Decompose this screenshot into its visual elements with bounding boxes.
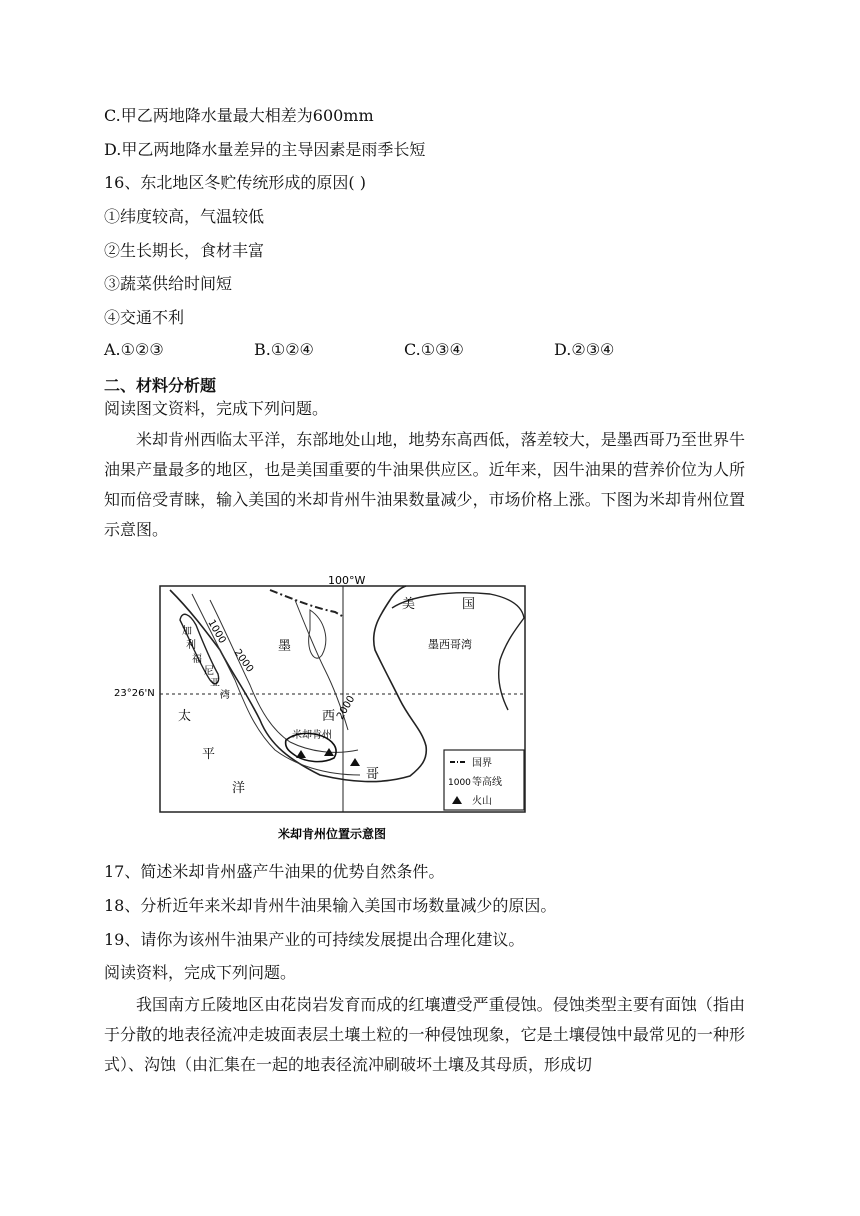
gulf-label: 墨西哥湾 bbox=[428, 638, 472, 651]
map-caption: 米却肯州位置示意图 bbox=[278, 827, 387, 841]
statement-1: ①纬度较高，气温较低 bbox=[104, 207, 265, 226]
gulf-california-char: 利 bbox=[186, 640, 196, 651]
option-d-line: D.甲乙两地降水量差异的主导因素是雨季长短 bbox=[104, 140, 426, 159]
contour-2000-label: 2000 bbox=[335, 693, 358, 722]
legend-volcano: 火山 bbox=[472, 796, 492, 807]
option-d: D.②③④ bbox=[554, 340, 615, 359]
material-paragraph-1: 米却肯州西临太平洋，东部地处山地，地势东高西低，落差较大，是墨西哥乃至世界牛油果产量最多的地区，也是美国重要的牛油果供应区。近年来，因牛油果的营养价位为人所知而倍受青睐，输入美国的米却肯州牛油果数量减少，市场价格上涨。下图为米却肯州位置示意图。 bbox=[104, 430, 745, 539]
pacific-label-3: 洋 bbox=[232, 781, 246, 796]
mexico-label-1: 墨 bbox=[278, 639, 292, 654]
mexico-label-2: 西 bbox=[322, 709, 336, 724]
question-16: 16、东北地区冬贮传统形成的原因( ) bbox=[104, 173, 366, 192]
material-paragraph-2: 我国南方丘陵地区由花岗岩发育而成的红壤遭受严重侵蚀。侵蚀类型主要有面蚀（指由于分散的地表径流冲走坡面表层土壤土粒的一种侵蚀现象，它是土壤侵蚀中最常见的一种形式）、沟蚀（由汇集在一起的地表径流冲刷破坏土壤及其母质，形成切 bbox=[104, 995, 745, 1074]
intro-text-2: 阅读资料，完成下列问题。 bbox=[104, 963, 297, 982]
volcano-icon bbox=[350, 758, 360, 766]
pacific-label-1: 太 bbox=[178, 709, 192, 724]
question-17: 17、简述米却肯州盛产牛油果的优势自然条件。 bbox=[104, 862, 445, 881]
option-a: A.①②③ bbox=[104, 340, 164, 359]
legend-border: 国界 bbox=[472, 758, 492, 769]
michoacan-location-map bbox=[110, 570, 530, 850]
contour-1000-label: 1000 bbox=[205, 618, 228, 646]
tropic-label: 23°26'N bbox=[114, 688, 155, 699]
volcano-icon bbox=[296, 750, 306, 758]
section-title: 二、材料分析题 bbox=[104, 376, 217, 395]
question-19: 19、请你为该州牛油果产业的可持续发展提出合理化建议。 bbox=[104, 930, 525, 949]
legend-contour-number: 1000 bbox=[448, 778, 471, 788]
mexico-label-3: 哥 bbox=[366, 767, 380, 782]
legend-contour: 等高线 bbox=[472, 777, 502, 788]
map-legend bbox=[444, 750, 524, 810]
option-b: B.①②④ bbox=[254, 340, 314, 359]
gulf-california-char: 福 bbox=[192, 654, 202, 665]
question-18: 18、分析近年来米却肯州牛油果输入美国市场数量减少的原因。 bbox=[104, 896, 557, 915]
statement-2: ②生长期长，食材丰富 bbox=[104, 241, 265, 260]
statement-4: ④交通不利 bbox=[104, 308, 185, 327]
statement-3: ③蔬菜供给时间短 bbox=[104, 274, 233, 293]
gulf-california-char: 尼 bbox=[204, 666, 214, 677]
gulf-california-char: 加 bbox=[182, 626, 192, 637]
longitude-label: 100°W bbox=[328, 574, 366, 587]
intro-text-1: 阅读图文资料，完成下列问题。 bbox=[104, 399, 329, 418]
answer-options bbox=[104, 340, 744, 364]
option-c: C.①③④ bbox=[404, 340, 464, 359]
gulf-california-char: 亚 bbox=[210, 678, 220, 689]
gulf-california-char: 湾 bbox=[220, 690, 230, 701]
option-c-line: C.甲乙两地降水量最大相差为600mm bbox=[104, 106, 374, 125]
usa-label: 美 bbox=[402, 597, 416, 612]
usa-label-2: 国 bbox=[462, 597, 476, 612]
pacific-label-2: 平 bbox=[202, 747, 216, 762]
michoacan-label: 米却肯州 bbox=[292, 730, 332, 741]
contour-2000-label: 2000 bbox=[231, 647, 256, 675]
